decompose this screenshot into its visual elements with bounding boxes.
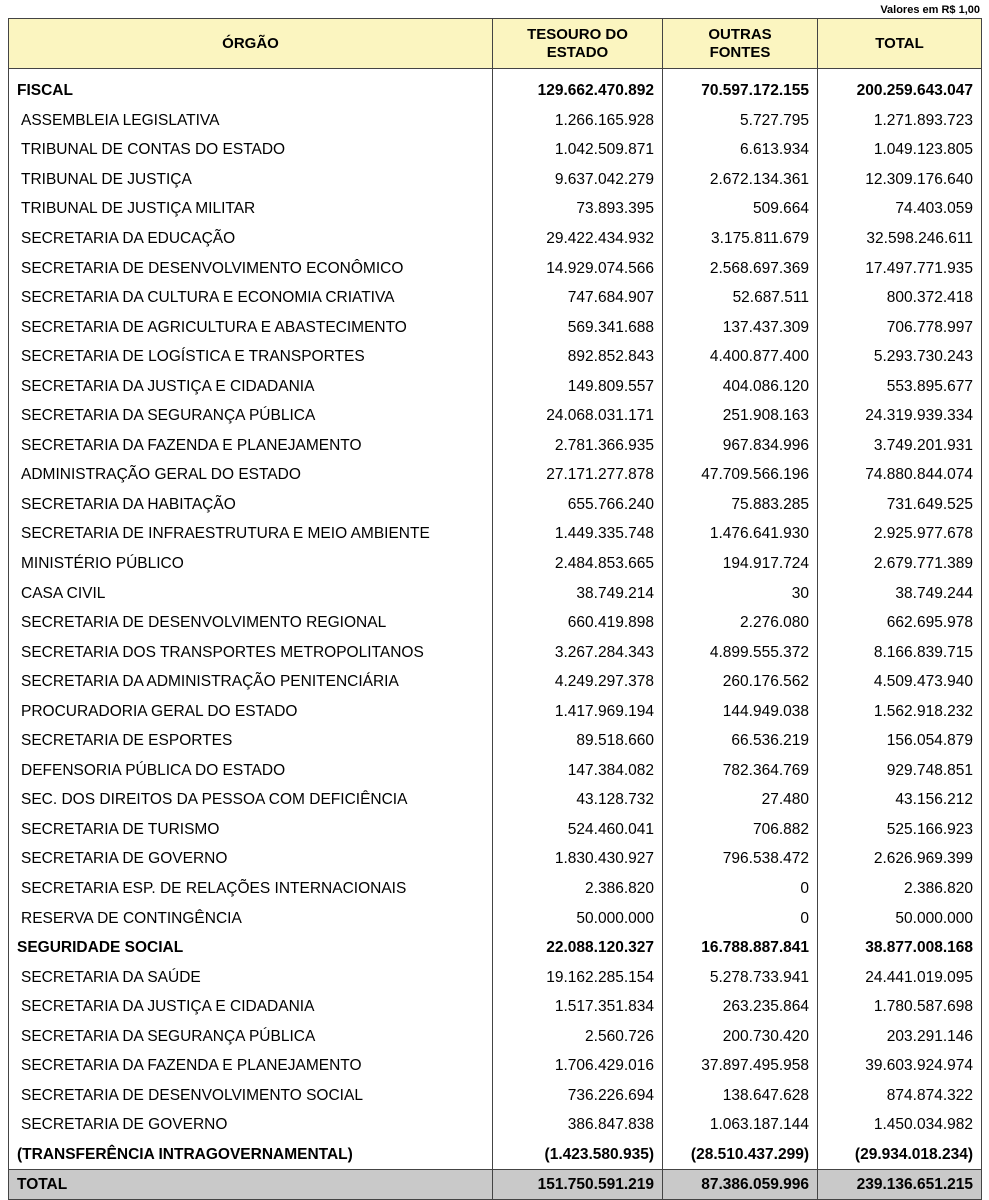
cell-outras-fontes: 30	[663, 579, 818, 609]
cell-tesouro: 524.460.041	[493, 815, 663, 845]
cell-tesouro: 1.266.165.928	[493, 106, 663, 136]
cell-tesouro: (1.423.580.935)	[493, 1140, 663, 1170]
cell-outras-fontes: 2.568.697.369	[663, 254, 818, 284]
cell-orgao: SECRETARIA DE DESENVOLVIMENTO ECONÔMICO	[9, 254, 493, 284]
cell-tesouro: 2.484.853.665	[493, 549, 663, 579]
cell-tesouro: 22.088.120.327	[493, 933, 663, 963]
cell-orgao: SECRETARIA DE AGRICULTURA E ABASTECIMENTO	[9, 313, 493, 343]
cell-orgao: SECRETARIA DA JUSTIÇA E CIDADANIA	[9, 992, 493, 1022]
cell-orgao: (TRANSFERÊNCIA INTRAGOVERNAMENTAL)	[9, 1140, 493, 1170]
cell-orgao: SECRETARIA DA FAZENDA E PLANEJAMENTO	[9, 1052, 493, 1082]
cell-tesouro: 747.684.907	[493, 283, 663, 313]
cell-tesouro: 1.517.351.834	[493, 992, 663, 1022]
cell-outras-fontes: 251.908.163	[663, 402, 818, 432]
cell-outras-fontes: 16.788.887.841	[663, 933, 818, 963]
cell-tesouro: 3.267.284.343	[493, 638, 663, 668]
cell-orgao: ASSEMBLEIA LEGISLATIVA	[9, 106, 493, 136]
cell-total: 662.695.978	[818, 608, 982, 638]
cell-tesouro: 1.706.429.016	[493, 1052, 663, 1082]
cell-tesouro: 149.809.557	[493, 372, 663, 402]
cell-orgao: SECRETARIA DE GOVERNO	[9, 845, 493, 875]
table-row	[9, 638, 982, 668]
table-row	[9, 342, 982, 372]
table-row	[9, 815, 982, 845]
table-row	[9, 254, 982, 284]
cell-total: 17.497.771.935	[818, 254, 982, 284]
cell-total: 2.386.820	[818, 874, 982, 904]
cell-outras-fontes: 47.709.566.196	[663, 461, 818, 491]
cell-total: 3.749.201.931	[818, 431, 982, 461]
cell-total: 2.626.969.399	[818, 845, 982, 875]
table-row	[9, 1022, 982, 1052]
cell-tesouro: 1.417.969.194	[493, 697, 663, 727]
cell-outras-fontes: 0	[663, 904, 818, 934]
table-row	[9, 1052, 982, 1082]
cell-total: 525.166.923	[818, 815, 982, 845]
table-row	[9, 727, 982, 757]
cell-total: 5.293.730.243	[818, 342, 982, 372]
cell-orgao: SECRETARIA DA FAZENDA E PLANEJAMENTO	[9, 431, 493, 461]
table-row	[9, 697, 982, 727]
cell-total: 1.049.123.805	[818, 136, 982, 166]
cell-total: 731.649.525	[818, 490, 982, 520]
cell-orgao: MINISTÉRIO PÚBLICO	[9, 549, 493, 579]
cell-orgao: SECRETARIA DA ADMINISTRAÇÃO PENITENCIÁRIA	[9, 667, 493, 697]
cell-orgao: SECRETARIA DE INFRAESTRUTURA E MEIO AMBIENTE	[9, 520, 493, 550]
cell-orgao: TRIBUNAL DE JUSTIÇA MILITAR	[9, 195, 493, 225]
cell-orgao: SEC. DOS DIREITOS DA PESSOA COM DEFICIÊNCIA	[9, 786, 493, 816]
header-orgao: ÓRGÃO	[9, 19, 493, 69]
table-row	[9, 136, 982, 166]
cell-outras-fontes: 2.276.080	[663, 608, 818, 638]
cell-orgao: TRIBUNAL DE JUSTIÇA	[9, 165, 493, 195]
cell-outras-fontes: 200.730.420	[663, 1022, 818, 1052]
cell-tesouro: 147.384.082	[493, 756, 663, 786]
header-outras-fontes: OUTRAS FONTES	[663, 19, 818, 69]
table-row	[9, 224, 982, 254]
group-row	[9, 77, 982, 107]
table-row	[9, 756, 982, 786]
cell-orgao: SECRETARIA DA EDUCAÇÃO	[9, 224, 493, 254]
table-row	[9, 195, 982, 225]
cell-outras-fontes: 137.437.309	[663, 313, 818, 343]
cell-tesouro: 736.226.694	[493, 1081, 663, 1111]
cell-tesouro: 9.637.042.279	[493, 165, 663, 195]
cell-total: 1.271.893.723	[818, 106, 982, 136]
cell-tesouro: 50.000.000	[493, 904, 663, 934]
cell-tesouro: 660.419.898	[493, 608, 663, 638]
cell-total: 4.509.473.940	[818, 667, 982, 697]
units-note: Valores em R$ 1,00	[880, 4, 980, 16]
group-row	[9, 1140, 982, 1170]
cell-outras-fontes: 1.063.187.144	[663, 1111, 818, 1141]
cell-tesouro: 2.560.726	[493, 1022, 663, 1052]
cell-outras-fontes: (28.510.437.299)	[663, 1140, 818, 1170]
cell-orgao: SECRETARIA DA SAÚDE	[9, 963, 493, 993]
cell-tesouro: 27.171.277.878	[493, 461, 663, 491]
table-row	[9, 608, 982, 638]
table-row	[9, 313, 982, 343]
cell-orgao: ADMINISTRAÇÃO GERAL DO ESTADO	[9, 461, 493, 491]
cell-outras-fontes: 0	[663, 874, 818, 904]
total-row	[9, 1170, 982, 1200]
cell-total: 706.778.997	[818, 313, 982, 343]
cell-tesouro: 1.042.509.871	[493, 136, 663, 166]
cell-orgao: SECRETARIA DE GOVERNO	[9, 1111, 493, 1141]
cell-tesouro: 43.128.732	[493, 786, 663, 816]
cell-outras-fontes: 509.664	[663, 195, 818, 225]
cell-total: 929.748.851	[818, 756, 982, 786]
cell-total: 74.880.844.074	[818, 461, 982, 491]
cell-total: 24.319.939.334	[818, 402, 982, 432]
cell-orgao: SECRETARIA DA CULTURA E ECONOMIA CRIATIVA	[9, 283, 493, 313]
cell-orgao: CASA CIVIL	[9, 579, 493, 609]
cell-outras-fontes: 194.917.724	[663, 549, 818, 579]
spacer-row	[9, 69, 982, 77]
cell-outras-fontes: 3.175.811.679	[663, 224, 818, 254]
group-row	[9, 933, 982, 963]
table-row	[9, 786, 982, 816]
total-cell-tesouro: 151.750.591.219	[493, 1170, 663, 1200]
cell-orgao: PROCURADORIA GERAL DO ESTADO	[9, 697, 493, 727]
cell-total: (29.934.018.234)	[818, 1140, 982, 1170]
cell-outras-fontes: 70.597.172.155	[663, 77, 818, 107]
cell-orgao: SECRETARIA DE LOGÍSTICA E TRANSPORTES	[9, 342, 493, 372]
cell-total: 39.603.924.974	[818, 1052, 982, 1082]
cell-total: 1.780.587.698	[818, 992, 982, 1022]
cell-total: 1.450.034.982	[818, 1111, 982, 1141]
cell-outras-fontes: 263.235.864	[663, 992, 818, 1022]
table-row	[9, 490, 982, 520]
cell-outras-fontes: 66.536.219	[663, 727, 818, 757]
cell-outras-fontes: 706.882	[663, 815, 818, 845]
cell-orgao: SEGURIDADE SOCIAL	[9, 933, 493, 963]
table-row	[9, 1081, 982, 1111]
cell-outras-fontes: 782.364.769	[663, 756, 818, 786]
header-tesouro: TESOURO DO ESTADO	[493, 19, 663, 69]
cell-outras-fontes: 52.687.511	[663, 283, 818, 313]
cell-orgao: SECRETARIA DE TURISMO	[9, 815, 493, 845]
table-row	[9, 165, 982, 195]
cell-orgao: SECRETARIA DA HABITAÇÃO	[9, 490, 493, 520]
cell-orgao: FISCAL	[9, 77, 493, 107]
cell-orgao: SECRETARIA DA SEGURANÇA PÚBLICA	[9, 402, 493, 432]
cell-total: 50.000.000	[818, 904, 982, 934]
table-row	[9, 520, 982, 550]
cell-tesouro: 892.852.843	[493, 342, 663, 372]
cell-total: 800.372.418	[818, 283, 982, 313]
cell-orgao: SECRETARIA DOS TRANSPORTES METROPOLITANOS	[9, 638, 493, 668]
cell-total: 74.403.059	[818, 195, 982, 225]
cell-outras-fontes: 144.949.038	[663, 697, 818, 727]
table-row	[9, 431, 982, 461]
cell-total: 2.679.771.389	[818, 549, 982, 579]
cell-tesouro: 19.162.285.154	[493, 963, 663, 993]
cell-tesouro: 1.449.335.748	[493, 520, 663, 550]
cell-outras-fontes: 4.400.877.400	[663, 342, 818, 372]
table-row	[9, 904, 982, 934]
cell-tesouro: 386.847.838	[493, 1111, 663, 1141]
cell-tesouro: 2.781.366.935	[493, 431, 663, 461]
table-row	[9, 461, 982, 491]
cell-orgao: SECRETARIA DE ESPORTES	[9, 727, 493, 757]
cell-total: 32.598.246.611	[818, 224, 982, 254]
cell-outras-fontes: 2.672.134.361	[663, 165, 818, 195]
table-row	[9, 667, 982, 697]
cell-tesouro: 14.929.074.566	[493, 254, 663, 284]
table-row	[9, 549, 982, 579]
cell-outras-fontes: 138.647.628	[663, 1081, 818, 1111]
cell-total: 200.259.643.047	[818, 77, 982, 107]
cell-outras-fontes: 27.480	[663, 786, 818, 816]
total-cell-orgao: TOTAL	[9, 1170, 493, 1200]
cell-tesouro: 569.341.688	[493, 313, 663, 343]
cell-total: 1.562.918.232	[818, 697, 982, 727]
header-total: TOTAL	[818, 19, 982, 69]
table-row	[9, 372, 982, 402]
cell-outras-fontes: 5.278.733.941	[663, 963, 818, 993]
cell-outras-fontes: 4.899.555.372	[663, 638, 818, 668]
cell-orgao: SECRETARIA DA JUSTIÇA E CIDADANIA	[9, 372, 493, 402]
table-row	[9, 579, 982, 609]
cell-total: 38.749.244	[818, 579, 982, 609]
cell-tesouro: 38.749.214	[493, 579, 663, 609]
cell-total: 24.441.019.095	[818, 963, 982, 993]
cell-outras-fontes: 967.834.996	[663, 431, 818, 461]
cell-total: 8.166.839.715	[818, 638, 982, 668]
cell-outras-fontes: 404.086.120	[663, 372, 818, 402]
cell-total: 874.874.322	[818, 1081, 982, 1111]
cell-tesouro: 2.386.820	[493, 874, 663, 904]
cell-tesouro: 655.766.240	[493, 490, 663, 520]
table-row	[9, 1111, 982, 1141]
table-row	[9, 963, 982, 993]
table-header	[9, 19, 982, 69]
total-cell-outras-fontes: 87.386.059.996	[663, 1170, 818, 1200]
cell-tesouro: 89.518.660	[493, 727, 663, 757]
cell-outras-fontes: 6.613.934	[663, 136, 818, 166]
cell-tesouro: 29.422.434.932	[493, 224, 663, 254]
table-row	[9, 283, 982, 313]
cell-outras-fontes: 1.476.641.930	[663, 520, 818, 550]
table-row	[9, 402, 982, 432]
cell-orgao: DEFENSORIA PÚBLICA DO ESTADO	[9, 756, 493, 786]
total-cell-total: 239.136.651.215	[818, 1170, 982, 1200]
cell-total: 43.156.212	[818, 786, 982, 816]
cell-total: 553.895.677	[818, 372, 982, 402]
table-body	[9, 69, 982, 1200]
cell-tesouro: 73.893.395	[493, 195, 663, 225]
cell-total: 12.309.176.640	[818, 165, 982, 195]
cell-tesouro: 24.068.031.171	[493, 402, 663, 432]
cell-orgao: TRIBUNAL DE CONTAS DO ESTADO	[9, 136, 493, 166]
table-row	[9, 874, 982, 904]
cell-outras-fontes: 37.897.495.958	[663, 1052, 818, 1082]
cell-total: 38.877.008.168	[818, 933, 982, 963]
cell-outras-fontes: 260.176.562	[663, 667, 818, 697]
table-row	[9, 992, 982, 1022]
cell-total: 2.925.977.678	[818, 520, 982, 550]
table-row	[9, 845, 982, 875]
cell-tesouro: 1.830.430.927	[493, 845, 663, 875]
table-row	[9, 106, 982, 136]
cell-outras-fontes: 5.727.795	[663, 106, 818, 136]
cell-tesouro: 129.662.470.892	[493, 77, 663, 107]
budget-table	[8, 18, 982, 1200]
cell-orgao: SECRETARIA DA SEGURANÇA PÚBLICA	[9, 1022, 493, 1052]
cell-total: 156.054.879	[818, 727, 982, 757]
cell-outras-fontes: 796.538.472	[663, 845, 818, 875]
cell-orgao: SECRETARIA DE DESENVOLVIMENTO SOCIAL	[9, 1081, 493, 1111]
cell-outras-fontes: 75.883.285	[663, 490, 818, 520]
cell-orgao: SECRETARIA ESP. DE RELAÇÕES INTERNACIONAIS	[9, 874, 493, 904]
cell-orgao: SECRETARIA DE DESENVOLVIMENTO REGIONAL	[9, 608, 493, 638]
cell-total: 203.291.146	[818, 1022, 982, 1052]
cell-tesouro: 4.249.297.378	[493, 667, 663, 697]
cell-orgao: RESERVA DE CONTINGÊNCIA	[9, 904, 493, 934]
